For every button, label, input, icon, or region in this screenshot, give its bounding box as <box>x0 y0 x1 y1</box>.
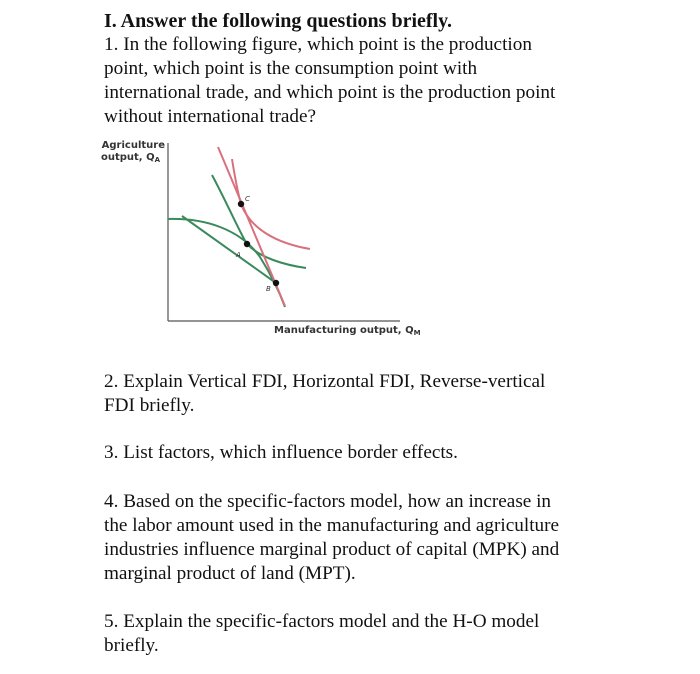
point-c-label: C <box>245 195 250 203</box>
section-heading: I. Answer the following questions briefly. <box>104 10 452 32</box>
x-axis-label <box>274 325 420 337</box>
question-3-line-1: 3. List factors, which influence border effects. <box>104 442 458 463</box>
question-1 <box>104 33 604 129</box>
y-axis-label-main: output, Q <box>100 152 155 163</box>
question-4 <box>104 490 604 586</box>
green-indifference-curve <box>212 175 306 268</box>
question-4-line-2: the labor amount used in the manufacturing and agriculture <box>104 515 560 536</box>
question-5 <box>104 610 604 658</box>
question-3 <box>104 441 604 465</box>
question-2 <box>104 370 604 418</box>
question-5-line-1: 5. Explain the specific-factors model and the H-O model <box>104 611 540 632</box>
question-4-line-1: 4. Based on the specific-factors model, how an increase in <box>104 491 552 512</box>
question-1-line-2: point, which point is the consumption point with <box>104 58 478 79</box>
trade-figure-svg <box>100 133 420 348</box>
y-axis-label-subscript: A <box>154 156 160 164</box>
y-axis-label-line-1: Agriculture <box>101 140 165 151</box>
y-axis-label-line-2 <box>101 152 161 164</box>
question-1-line-1: 1. In the following figure, which point is the production <box>104 34 532 55</box>
question-5-line-2: briefly. <box>104 635 159 656</box>
x-axis-label-main: Manufacturing output, Q <box>274 325 414 336</box>
question-4-line-3: industries influence marginal product of capital (MPK) and <box>104 539 560 560</box>
question-2-line-2: FDI briefly. <box>104 395 195 416</box>
question-1-line-4: without international trade? <box>104 106 317 127</box>
question-1-line-3: international trade, and which point is the production point <box>104 82 556 103</box>
trade-figure <box>100 133 420 348</box>
point-a-dot <box>244 241 250 247</box>
point-a-label: A <box>236 251 241 259</box>
question-4-line-4: marginal product of land (MPT). <box>104 563 356 584</box>
question-2-line-1: 2. Explain Vertical FDI, Horizontal FDI, Reverse-vertical <box>104 371 546 392</box>
point-c-dot <box>238 201 244 207</box>
point-b-label: B <box>266 285 271 293</box>
x-axis-label-subscript: M <box>413 329 420 337</box>
point-b-dot <box>273 280 279 286</box>
